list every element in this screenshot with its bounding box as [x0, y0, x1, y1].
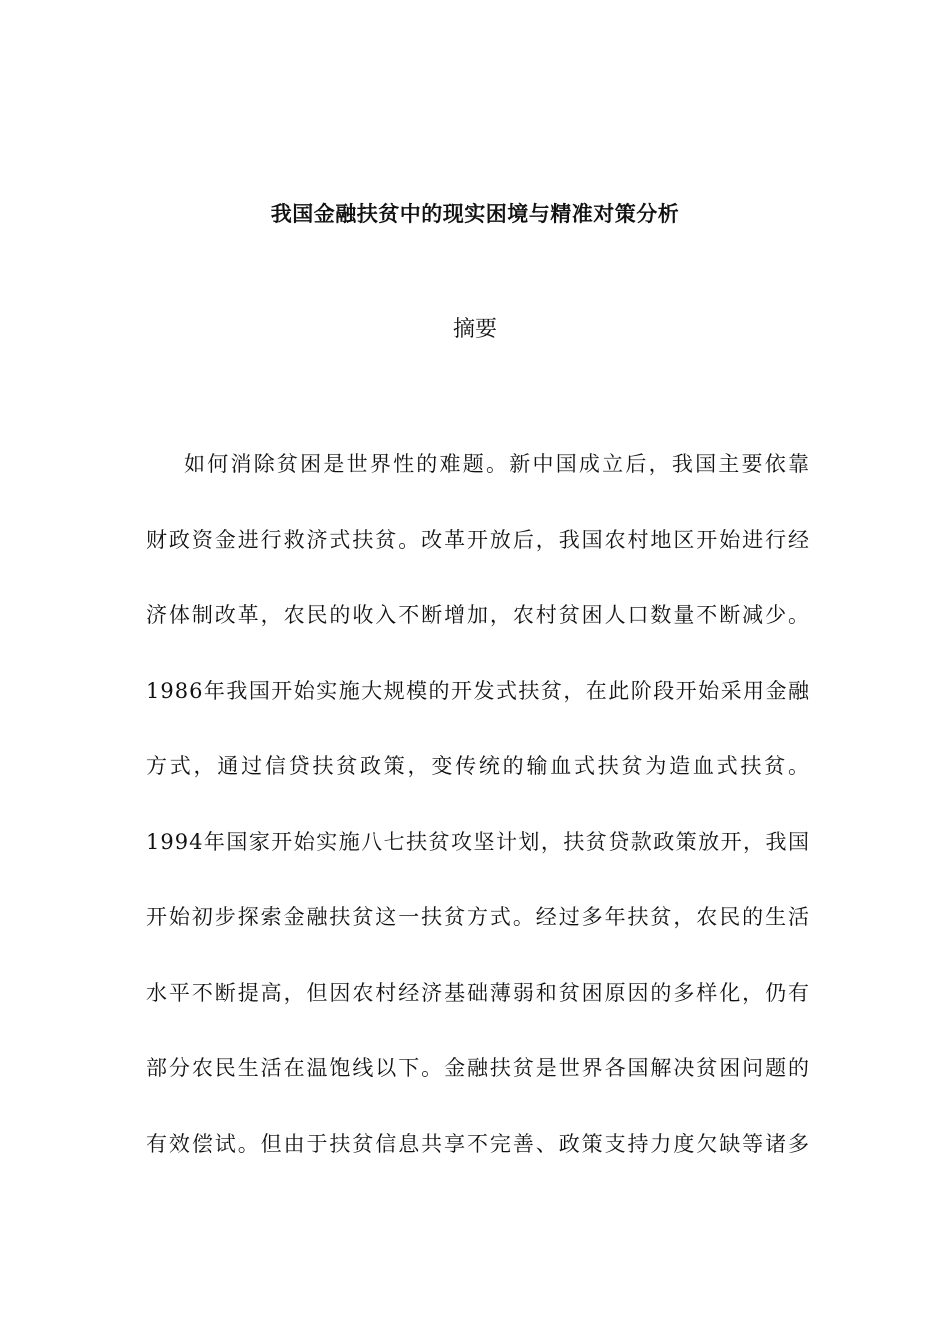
paragraph-line: 财政资金进行救济式扶贫。改革开放后，我国农村地区开始进行经: [146, 527, 810, 552]
paragraph-line: 部分农民生活在温饱线以下。金融扶贫是世界各国解决贫困问题的: [146, 1056, 810, 1080]
paragraph-line: 方式，通过信贷扶贫政策，变传统的输血式扶贫为造血式扶贫。: [146, 754, 810, 778]
paragraph-line: 水平不断提高，但因农村经济基础薄弱和贫困原因的多样化，仍有: [146, 980, 810, 1005]
paragraph-line: 有效偿试。但由于扶贫信息共享不完善、政策支持力度欠缺等诸多: [146, 1131, 810, 1156]
document-title: 我国金融扶贫中的现实困境与精准对策分析: [270, 202, 680, 226]
paragraph-line: 开始初步探索金融扶贫这一扶贫方式。经过多年扶贫，农民的生活: [146, 905, 810, 929]
abstract-body: [146, 446, 810, 1201]
paragraph-line: 如何消除贫困是世界性的难题。新中国成立后，我国主要依靠: [184, 452, 810, 476]
paragraph-line: 1994年国家开始实施八七扶贫攻坚计划，扶贫贷款政策放开，我国: [146, 829, 810, 854]
paragraph-line: 1986年我国开始实施大规模的开发式扶贫，在此阶段开始采用金融: [146, 678, 810, 703]
paragraph-line: 济体制改革，农民的收入不断增加，农村贫困人口数量不断减少。: [146, 603, 810, 627]
abstract-heading: 摘要: [452, 317, 497, 342]
